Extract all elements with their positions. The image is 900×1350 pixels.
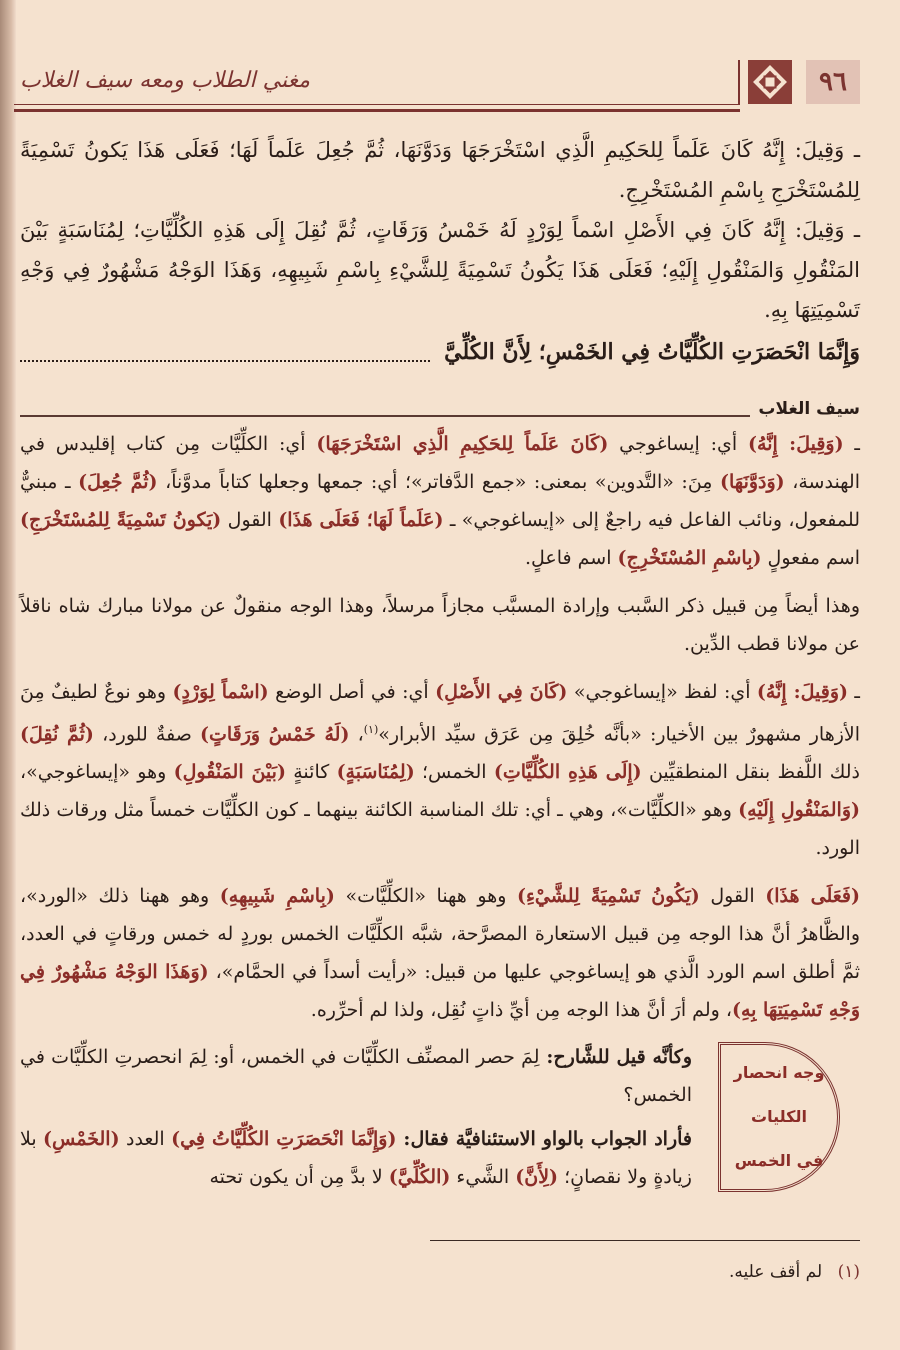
- margin-note-line: في الخمس: [734, 1151, 824, 1170]
- header-rule: [14, 104, 740, 105]
- matn-paragraph: ـ وَقِيلَ: إِنَّهُ كَانَ عَلَماً لِلحَكِيمِ الَّذِي اسْتَخْرَجَهَا وَدَوَّنَهَا، ثُمَّ جُعِلَ عَلَماً لَهَا؛ فَعَلَى هَذَا يَكونُ تَسْمِيَةً لِلمُسْتَخْرَجِ بِاسْمِ المُسْتَخْرِجِ.: [20, 138, 860, 202]
- commentary-heading: [20, 397, 860, 419]
- commentary-paragraph-3: ـ (وَقِيلَ: إِنَّهُ) أي: لفظ «إيساغوجي» (كَانَ فِي الأَصْلِ) أي: في أصل الوضع (اسْماً لِوَرْدٍ) وهو نوعٌ لطيفٌ مِنَ الأزهار مشهورٌ بين الأخيار: «بأنَّه خُلِقَ مِن عَرَق سيِّد الأبرار»$^{(١)}$، (لَهُ خَمْسُ وَرَقَاتٍ) صفةٌ للورد، (ثُمَّ نُقِلَ) ذلك اللَّفظ بنقل المنطقيِّين (إِلَى هَذِهِ الكُلِّيَّاتِ) الخمس؛ (لِمُنَاسَبَةٍ) كائنةٍ (بَيْنَ المَنْقُولِ) وهو «إيساغوجي»، (وَالمَنْقُولِ إِلَيْهِ) وهو «الكلِّيَّات»، وهي ـ أي: تلك المناسبة الكائنة بينهما ـ كون الكلِّيَّات خمساً مثل ورقات ذلك الورد.: [20, 681, 861, 860]
- footnote-reference[interactable]: (١): [363, 723, 379, 736]
- matn-lead-in-text: وَإِنَّمَا انْحَصَرَتِ الكُلِّيَّاتُ فِي الخَمْسِ؛ لِأَنَّ الكُلِّيَّ: [444, 339, 860, 365]
- margin-note-line: وجه انحصار: [733, 1063, 825, 1082]
- commentary-paragraph-2: وهذا أيضاً مِن قبيل ذكر السَّبب وإرادة المسبَّب مجازاً مرسلاً، وهذا الوجه منقولٌ عن مولانا مبارك شاه ناقلاً عن مولانا قطب الدِّين.: [20, 595, 860, 655]
- side-text: [20, 1038, 692, 1196]
- dotted-leader: [20, 342, 430, 362]
- footnote-text: لم أقف عليه.: [729, 1262, 823, 1282]
- page-number: ٩٦: [806, 60, 860, 104]
- margin-note-line: الكليات: [751, 1107, 807, 1126]
- side-note-section: [20, 1038, 860, 1202]
- commentary-text: [20, 425, 860, 1039]
- header-divider: [738, 60, 740, 104]
- footnote: [729, 1262, 860, 1282]
- page-header: [0, 54, 900, 108]
- running-title: مغني الطلاب ومعه سيف الغلاب: [20, 68, 310, 93]
- commentary-label: سيف الغلاب: [758, 399, 860, 419]
- arabesque-ornament-icon: [748, 60, 792, 104]
- commentary-paragraph-6: فأراد الجواب بالواو الاستئنافيَّة فقال: (وَإِنَّمَا انْحَصَرَتِ الكُلِّيَّاتُ فِي) العدد (الخَمْسِ) بلا زيادةٍ ولا نقصانٍ؛ (لِأَنَّ) الشَّيء (الكُلِّيَّ) لا بدَّ مِن أن يكون تحته: [20, 1128, 692, 1188]
- matn-text: [20, 130, 860, 372]
- commentary-rule: [20, 415, 750, 417]
- footnote-separator: [430, 1240, 860, 1241]
- commentary-paragraph-4: (فَعَلَى هَذَا) القول (يَكُونُ تَسْمِيَةً لِلشَّيْءِ) وهو ههنا «الكلِّيَّات» (بِاسْمِ شَبِيهِهِ) وهو ههنا ذلك «الورد»، والظَّاهرُ أنَّ هذا الوجه مِن قبيل الاستعارة المصرَّحة، شبَّه الكلِّيَّات الخمس بوردٍ له خمس ورقاتٍ في العدد، ثمَّ أطلق اسم الورد الَّذي هو إيساغوجي عليها من قبيل: «رأيت أسداً في الحمَّام»، (وَهَذَا الوَجْهُ مَشْهُورٌ فِي وَجْهِ تَسْمِيَتِهَا بِهِ)، ولم أرَ أنَّ هذا الوجه مِن أيِّ ذاتٍ نُقِل، ولذا لم أحرِّره.: [20, 885, 861, 1022]
- commentary-paragraph-1: ـ (وَقِيلَ: إِنَّهُ) أي: إيساغوجي (كَانَ عَلَماً لِلحَكِيمِ الَّذِي اسْتَخْرَجَهَا) أي: الكلِّيَّات مِن كتاب إقليدس في الهندسة، (وَدَوَّنَهَا) مِنَ: «التَّدوين» بمعنى: «جمع الدَّفاتر»؛ أي: جمعها وجعلها كتاباً مدوَّناً، (ثُمَّ جُعِلَ) ـ مبنيٌّ للمفعول، ونائب الفاعل فيه راجعٌ إلى «إيساغوجي» ـ (عَلَماً لَهَا؛ فَعَلَى هَذَا) القول (يَكونُ تَسْمِيَةً لِلمُسْتَخْرَجِ) اسم مفعولٍ (بِاسْمِ المُسْتَخْرِجِ) اسم فاعلٍ.: [20, 433, 861, 569]
- margin-note-box: [718, 1042, 840, 1192]
- matn-lead-in: [20, 332, 860, 372]
- header-rule-thick: [14, 109, 740, 112]
- matn-paragraph: ـ وَقِيلَ: إِنَّهُ كَانَ فِي الأَصْلِ اسْماً لِوَرْدٍ لَهُ خَمْسُ وَرَقَاتٍ، ثُمَّ نُقِلَ إِلَى هَذِهِ الكُلِّيَّاتِ؛ لِمُنَاسَبَةٍ بَيْنَ المَنْقُولِ وَالمَنْقُولِ إِلَيْهِ؛ فَعَلَى هَذَا يَكُونُ تَسْمِيَةً لِلشَّيْءِ بِاسْمِ شَبِيهِهِ، وَهَذَا الوَجْهُ مَشْهُورٌ فِي وَجْهِ تَسْمِيَتِهَا بِهِ.: [20, 218, 860, 322]
- commentary-paragraph-5: وكأنَّه قيل للشَّارح: لِمَ حصر المصنِّف الكلِّيَّات في الخمس، أو: لِمَ انحصرتِ الكلِّيَّات في الخمس؟: [20, 1046, 692, 1106]
- footnote-number: (١): [837, 1262, 860, 1282]
